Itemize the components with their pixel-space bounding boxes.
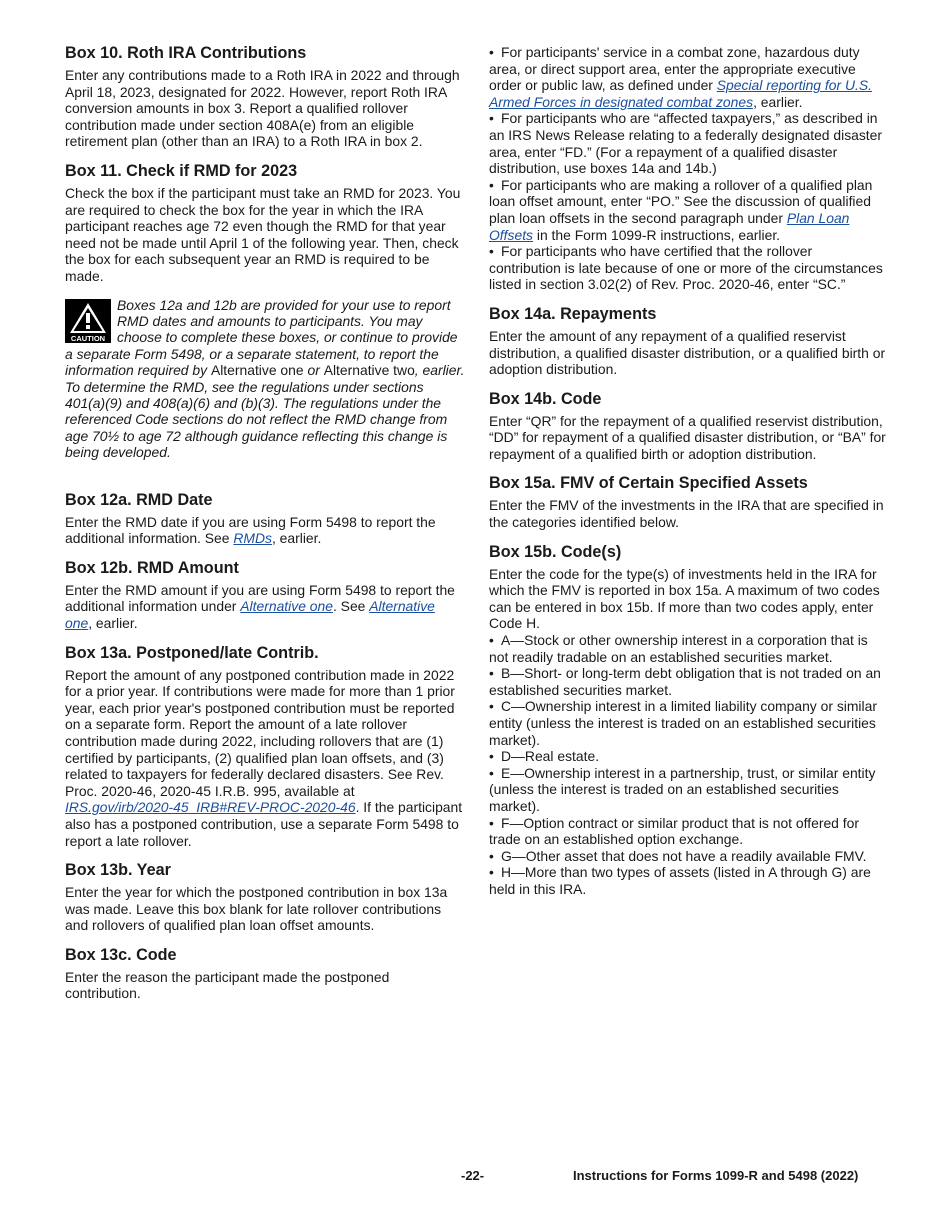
code-c-text: C—Ownership interest in a limited liability company or similar entity (unless the interest is traded on an established securities market). (489, 698, 877, 748)
plan-loan-offsets-link[interactable]: Plan Loan Offsets (489, 209, 850, 243)
box-12a-text-2: , earlier. (271, 530, 322, 547)
code-item: • G—Other asset that does not have a readily available FMV. (489, 847, 867, 864)
box-14b-body: Enter “QR” for the repayment of a qualified reservist distribution, “DD” for repayment of a qualified disaster distribution, or “BA” for repayment of a qualified birth or adoption distribution. (489, 412, 886, 462)
caution-note (65, 297, 465, 461)
section-box-13b (65, 861, 465, 934)
caution-icon (65, 299, 111, 343)
bullet-affected-text: For participants who are “affected taxpayers,” as described in an IRS News Release relating to a federally designated disaster area, enter “FD.” (For a repayment of a qualified disaster distribution, use boxes 14a and 14b.) (489, 110, 883, 177)
code-b-text: B—Short- or long-term debt obligation that is not traded on an established securities market. (489, 665, 881, 698)
box-12b-text-1: Enter the RMD amount if you are using Form 5498 to report the additional information under (65, 581, 455, 615)
caution-alt-one: Alternative one (210, 362, 304, 379)
box-13a-text-2: . If the participant also has a postponed contribution, use a separate Form 5498 to report a late rollover. (65, 799, 463, 849)
box-14a-body: Enter the amount of any repayment of a qualified reservist distribution, a qualified disaster distribution, or a qualified birth or adoption distribution. (489, 327, 886, 378)
box-13b-body: Enter the year for which the postponed contribution in box 13a was made. Leave this box blank for late rollover contributions and rollovers of qualified plan loan offset amounts. (65, 884, 448, 934)
section-box-11 (65, 162, 465, 285)
code-a-text: A—Stock or other ownership interest in a corporation that is not readily tradable on an established securities market. (489, 632, 868, 665)
caution-text-2: or (303, 362, 324, 379)
code-g-text: G—Other asset that does not have a readily available FMV. (501, 847, 867, 864)
box-11-heading: Box 11. Check if RMD for 2023 (65, 161, 298, 180)
box-13a-body (65, 667, 465, 850)
left-column (65, 44, 465, 1014)
caution-text-3: , earlier. To determine the RMD, see the regulations under sections 401(a)(9) and 408(a)(6) and (b)(3). The regulations under the referenced Code sections do not reflect the RMD change from age 70½ to age 72 although guidance reflecting this change is being developed. (65, 362, 465, 461)
combat-zones-link[interactable]: Special reporting for U.S. Armed Forces in designated combat zones (489, 77, 872, 110)
code-item: • E—Ownership interest in a partnership, trust, or similar entity (unless the interest is traded on an established securities market). (489, 764, 876, 814)
box-13b-heading: Box 13b. Year (65, 861, 171, 880)
bullet-combat-text-1: For participants' service in a combat zone, hazardous duty area, or direct support area, enter the appropriate executive order or public law, as defined under (489, 44, 860, 94)
bullet-sc-text: For participants who have certified that the rollover contribution is late because of one or more of the circumstances listed in section 3.02(2) of Rev. Proc. 2020-46, enter “SC.” (489, 243, 883, 293)
box-10-body: Enter any contributions made to a Roth IRA in 2022 and through April 18, 2023, designated for 2022. However, report Roth IRA conversion amounts in box 3. Report a qualified rollover contribution made under section 408A(e) from an eligible retirement plan (other than an IRA) to a Roth IRA in box 2. (65, 67, 460, 150)
document-title: Instructions for Forms 1099-R and 5498 (2022) (573, 1168, 859, 1183)
section-box-15a (489, 474, 887, 530)
code-h-text: H—More than two types of assets (listed in A through G) are held in this IRA. (489, 864, 871, 897)
box-12b-heading: Box 12b. RMD Amount (65, 558, 239, 577)
alternative-one-link[interactable]: Alternative one (240, 598, 333, 615)
box-14b-heading: Box 14b. Code (489, 389, 602, 408)
box-15a-heading: Box 15a. FMV of Certain Specified Assets (489, 474, 808, 493)
bullet-combat-zone: • For participants' service in a combat zone, hazardous duty area, or direct support area, enter the appropriate executive order or public law, as defined under Special reporting for U.S. Armed Forces in designated combat zones, earlier. (489, 44, 872, 110)
bullet-self-certified: • For participants who have certified that the rollover contribution is late because of one or more of the circumstances listed in section 3.02(2) of Rev. Proc. 2020-46, enter “SC.” (489, 243, 883, 293)
section-box-13a (65, 644, 465, 850)
box-13a-text-1: Report the amount of any postponed contribution made in 2022 for a prior year. If contributions were made for more than 1 prior year, each prior year's postponed contribution must be reported on a separate form. Report the amount of a late rollover contribution made during 2022, including rollovers that are (1) certified by participants, (2) qualified plan loan offsets, and (3) related to taxpayers for federally declared disasters. See Rev. Proc. 2020-46, 2020-45 I.R.B. 995, available at (65, 666, 455, 799)
code-item: • F—Option contract or similar product that is not offered for trade on an established option exchange. (489, 814, 859, 848)
bullet-po-text-2: in the Form 1099-R instructions, earlier. (533, 226, 781, 243)
box-12b-text-3: , earlier. (88, 614, 138, 631)
alternative-one-link-2[interactable]: Alternative one (65, 598, 435, 631)
section-box-14a (489, 305, 887, 378)
code-d-text: D—Real estate. (501, 748, 600, 765)
section-box-10 (65, 44, 465, 150)
box-11-body: Check the box if the participant must take an RMD for 2023. You are required to check the box for the year in which the IRA participant reaches age 72 even though the RMD for that year need not be made until April 1 of the following year. Then, check the box for each subsequent year an RMD is required to be made. (65, 184, 461, 284)
code-item: • C—Ownership interest in a limited liability company or similar entity (unless the interest is traded on an established securities market). (489, 698, 877, 748)
box-12b-text-2: . See (332, 598, 370, 615)
section-box-14b (489, 390, 887, 463)
caution-text-1: Boxes 12a and 12b are provided for your use to report RMD dates and amounts to participants. You may choose to complete these boxes, or continue to provide a separate Form 5498, or a separate statement, to report the information required by (65, 296, 458, 379)
page-number: -22- (461, 1168, 485, 1183)
box-14a-heading: Box 14a. Repayments (489, 304, 657, 323)
box-12b-body (65, 582, 465, 632)
bullet-po-text-1: For participants who are making a rollover of a qualified plan loan offset amount, enter “PO.” See the discussion of qualified plan loan offsets in the second paragraph under (489, 176, 873, 226)
bullet-plan-loan-offset: • For participants who are making a rollover of a qualified plan loan offset amount, enter “PO.” See the discussion of qualified plan loan offsets in the second paragraph under Plan Loan Offsets in the Form 1099-R instructions, earlier. (489, 176, 873, 243)
section-box-15b (489, 543, 887, 898)
bullet-affected-taxpayers: • For participants who are “affected taxpayers,” as described in an IRS News Release relating to a federally designated disaster area, enter “FD.” (For a repayment of a qualified disaster distribution, use boxes 14a and 14b.) (489, 110, 883, 177)
box-10-heading: Box 10. Roth IRA Contributions (65, 44, 307, 62)
box-15b-heading: Box 15b. Code(s) (489, 542, 622, 561)
code-item: • A—Stock or other ownership interest in a corporation that is not readily tradable on an established securities market. (489, 632, 868, 665)
box-12a-heading: Box 12a. RMD Date (65, 490, 213, 509)
code-item: • D—Real estate. (489, 748, 600, 765)
right-column (489, 44, 887, 910)
box-12a-body (65, 514, 465, 547)
irb-link[interactable]: IRS.gov/irb/2020-45_IRB#REV-PROC-2020-46 (65, 799, 356, 816)
section-box-13c-codes (489, 44, 887, 293)
box-13a-heading: Box 13a. Postponed/late Contrib. (65, 643, 319, 662)
caution-alt-two: Alternative two (323, 362, 415, 379)
rmds-link[interactable]: RMDs (233, 530, 272, 547)
section-box-12b (65, 559, 465, 632)
box-13c-heading: Box 13c. Code (65, 945, 177, 964)
box-12a-text-1: Enter the RMD date if you are using Form 5498 to report the additional information. See (65, 513, 436, 547)
code-item: • B—Short- or long-term debt obligation that is not traded on an established securities market. (489, 665, 881, 698)
section-box-13c (65, 946, 465, 1002)
caution-icon-label: CAUTION (70, 333, 106, 343)
section-box-12a (65, 491, 465, 547)
box-15a-body: Enter the FMV of the investments in the IRA that are specified in the categories identified below. (489, 497, 884, 531)
code-f-text: F—Option contract or similar product that is not offered for trade on an established option exchange. (489, 814, 859, 848)
caution-text (65, 297, 465, 461)
code-e-text: E—Ownership interest in a partnership, trust, or similar entity (unless the interest is traded on an established securities market). (489, 764, 876, 814)
code-item: • H—More than two types of assets (listed in A through G) are held in this IRA. (489, 864, 871, 897)
box-13c-body: Enter the reason the participant made the postponed contribution. (65, 968, 390, 1002)
box-15b-body: Enter the code for the type(s) of investments held in the IRA for which the FMV is reported in box 15a. A maximum of two codes can be entered in box 15b. If more than two codes apply, enter Code H. (489, 565, 880, 632)
bullet-combat-text-2: , earlier. (753, 93, 803, 110)
